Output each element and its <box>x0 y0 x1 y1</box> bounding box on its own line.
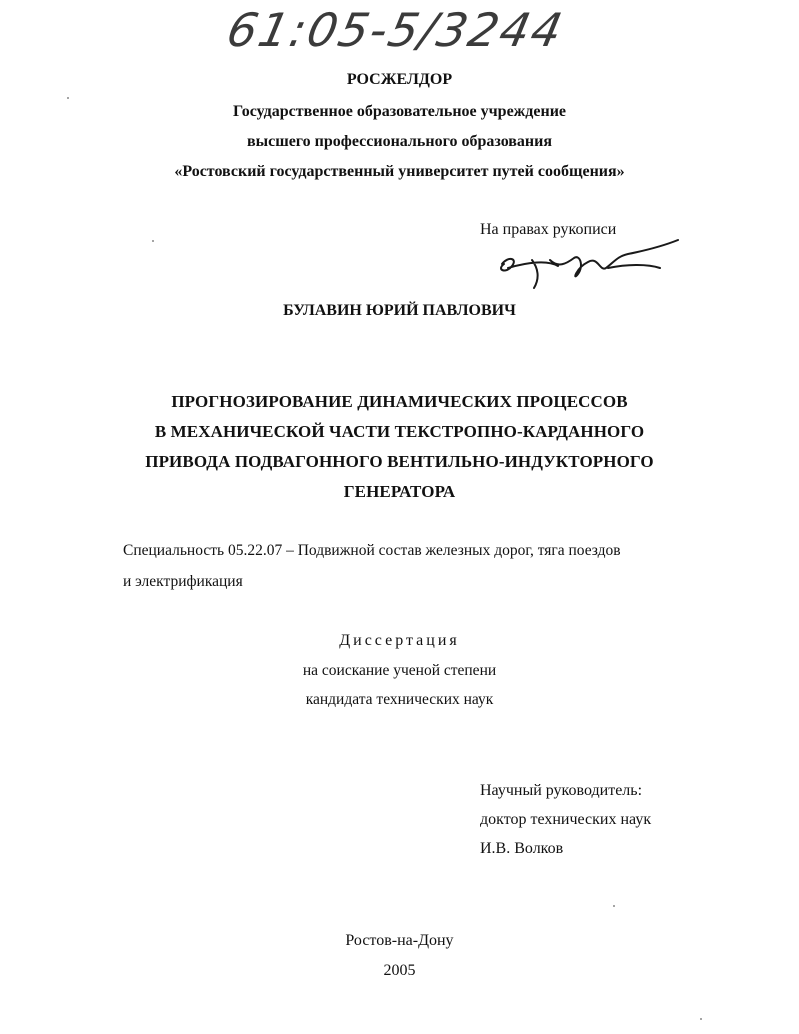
institution-line-2: высшего профессионального образования <box>246 133 553 150</box>
manuscript-rights: На правах рукописи <box>480 221 617 238</box>
thesis-title-line-2: В МЕХАНИЧЕСКОЙ ЧАСТИ ТЕКСТРОПНО-КАРДАННОГО <box>154 422 645 441</box>
thesis-title-line-1: ПРОГНОЗИРОВАНИЕ ДИНАМИЧЕСКИХ ПРОЦЕССОВ <box>171 392 628 411</box>
thesis-title-line-4: ГЕНЕРАТОРА <box>343 482 456 501</box>
author-name: БУЛАВИН ЮРИЙ ПАВЛОВИЧ <box>283 302 516 319</box>
supervisor-name: И.В. Волков <box>480 840 564 857</box>
scan-speck <box>700 1018 702 1020</box>
scan-speck <box>613 905 615 907</box>
scan-speck <box>152 240 154 242</box>
archive-stamp-text: 61:05-5/3244 <box>222 3 569 57</box>
dissertation-heading: Диссертация <box>339 632 460 649</box>
dissertation-line-2: кандидата технических наук <box>305 691 494 708</box>
organization: РОСЖЕЛДОР <box>346 71 453 88</box>
institution-line-3: «Ростовский государственный университет путей сообщения» <box>174 163 625 180</box>
thesis-title-line-3: ПРИВОДА ПОДВАГОННОГО ВЕНТИЛЬНО-ИНДУКТОРНОГО <box>145 452 654 471</box>
city: Ростов-на-Дону <box>345 932 454 949</box>
signature <box>488 238 683 298</box>
year: 2005 <box>383 962 416 979</box>
scan-speck <box>67 97 69 99</box>
supervisor-degree: доктор технических наук <box>480 811 652 828</box>
archive-stamp <box>222 0 569 60</box>
specialty-line-1: Специальность 05.22.07 – Подвижной состав железных дорог, тяга поездов <box>123 542 621 559</box>
institution-line-1: Государственное образовательное учреждение <box>232 103 567 120</box>
specialty-line-2: и электрификация <box>123 573 243 590</box>
supervisor-label: Научный руководитель: <box>480 782 643 799</box>
dissertation-line-1: на соискание ученой степени <box>302 662 497 679</box>
